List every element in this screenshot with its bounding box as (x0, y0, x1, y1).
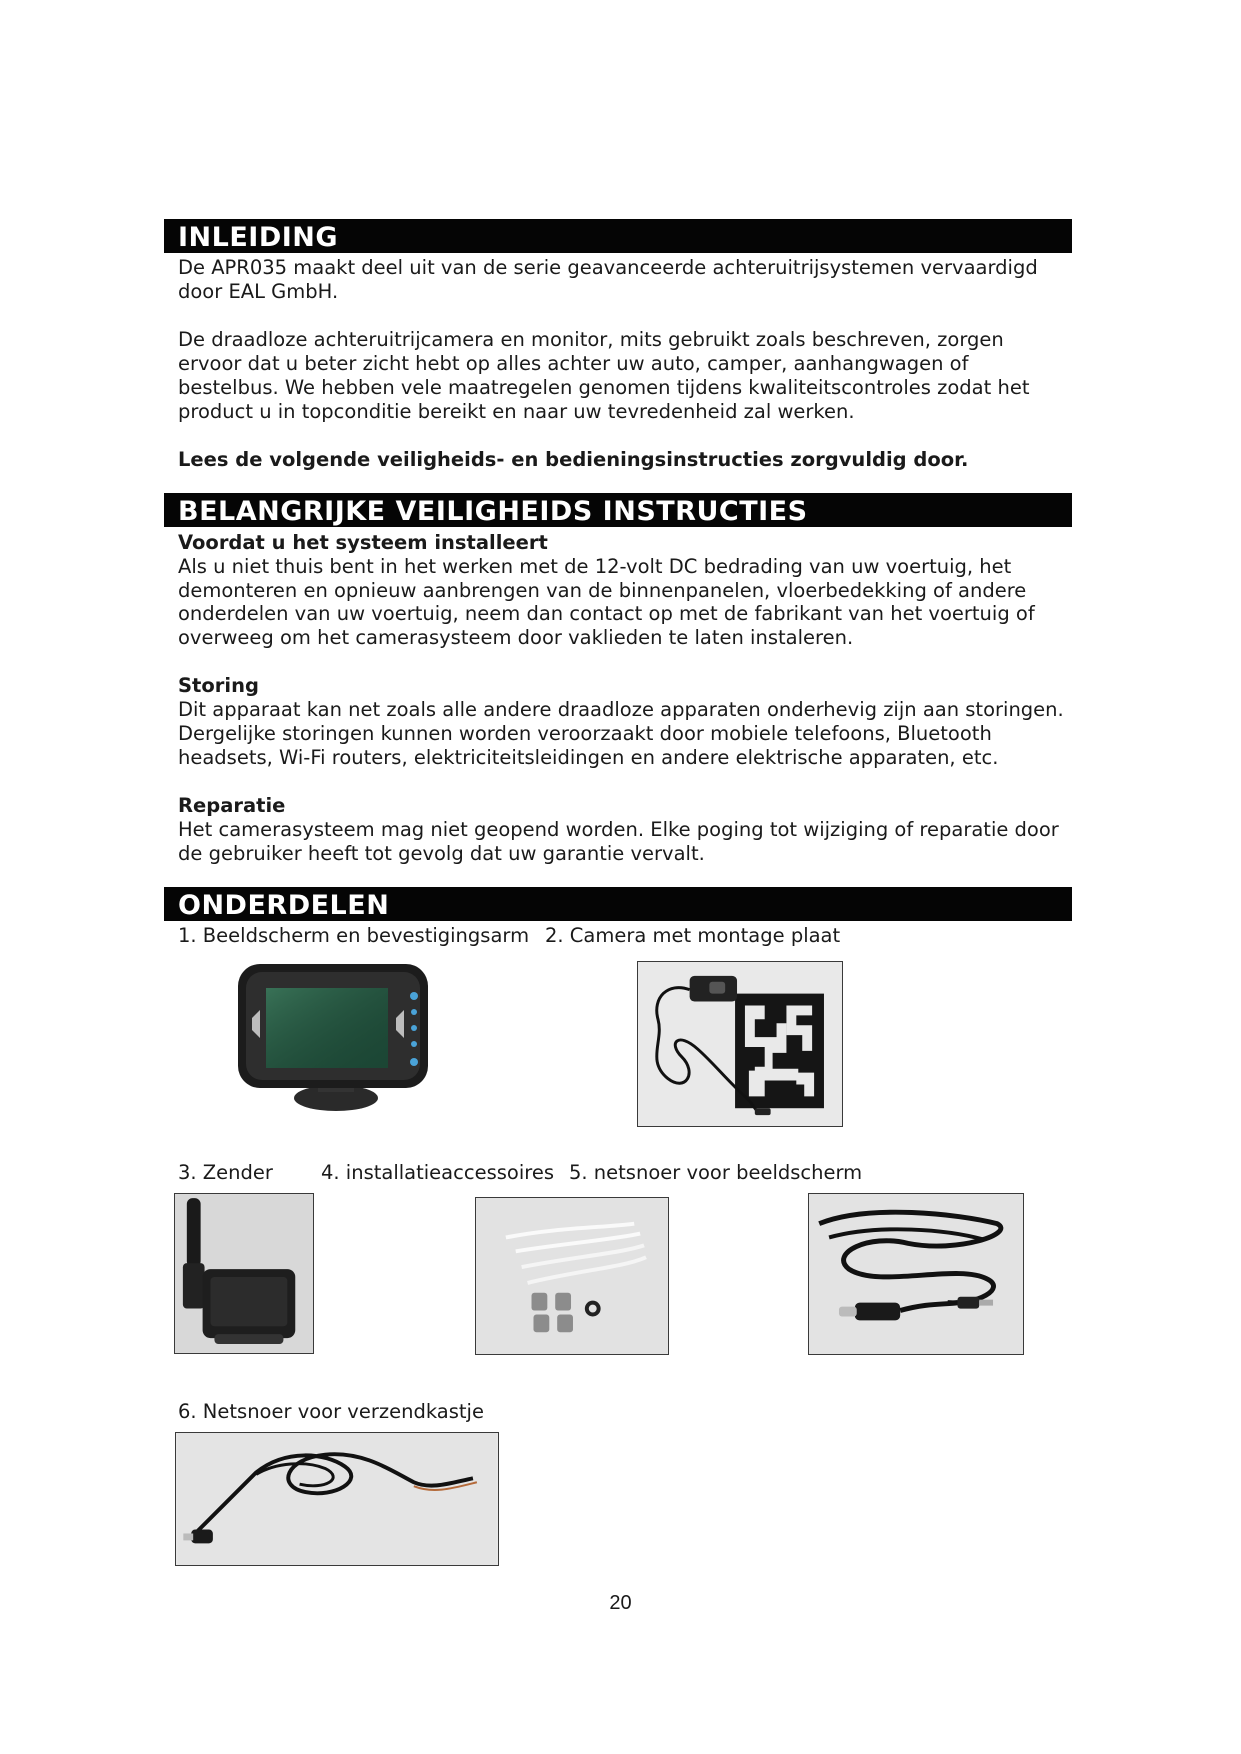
install-line4: overweeg om het camerasysteem door vaklieden te laten instaleren. (178, 626, 854, 649)
part-label-4: 4. installatieaccessoires (321, 1161, 554, 1184)
storing-line1: Dit apparaat kan net zoals alle andere draadloze apparaten onderhevig zijn aan storingen. (178, 698, 1064, 721)
reparatie-line1: Het camerasysteem mag niet geopend worden. Elke poging tot wijziging of reparatie door (178, 818, 1059, 841)
install-line1: Als u niet thuis bent in het werken met de 12-volt DC bedrading van uw voertuig, het (178, 555, 1012, 578)
transmitter-photo (174, 1193, 314, 1354)
part-label-3: 3. Zender (178, 1161, 273, 1184)
accessories-photo (475, 1197, 669, 1355)
part-label-1: 1. Beeldscherm en bevestigingsarm (178, 924, 530, 947)
camera-photo (637, 961, 843, 1127)
install-heading: Voordat u het systeem installeert (178, 531, 548, 554)
part-label-5: 5. netsnoer voor beeldscherm (569, 1161, 863, 1184)
inleiding-p1-line2: door EAL GmbH. (178, 280, 339, 303)
inleiding-p2-line1: De draadloze achteruitrijcamera en monitor, mits gebruikt zoals beschreven, zorgen (178, 328, 1004, 351)
monitor-power-cord-photo (808, 1193, 1024, 1355)
storing-line2: Dergelijke storingen kunnen worden veroorzaakt door mobiele telefoons, Bluetooth (178, 722, 992, 745)
inleiding-p2-line2: ervoor dat u beter zicht hebt op alles achter uw auto, camper, aanhangwagen of (178, 352, 969, 375)
page-number: 20 (609, 1592, 632, 1614)
inleiding-p1-line1: De APR035 maakt deel uit van de serie geavanceerde achteruitrijsystemen vervaardigd (178, 256, 1038, 279)
storing-line3: headsets, Wi-Fi routers, elektriciteitsleidingen en andere elektrische apparaten, etc. (178, 746, 999, 769)
section-title-onderdelen: ONDERDELEN (164, 887, 1072, 921)
inleiding-p2-line4: product u in topconditie bereikt en naar uw tevredenheid zal werken. (178, 400, 855, 423)
transmitter-power-cord-photo (175, 1432, 499, 1566)
install-line3: onderdelen van uw voertuig, neem dan contact op met de fabrikant van het voertuig of (178, 602, 1035, 625)
section-title-veiligheid: BELANGRIJKE VEILIGHEIDS INSTRUCTIES (164, 493, 1072, 527)
part-label-6: 6. Netsnoer voor verzendkastje (178, 1400, 484, 1423)
reparatie-heading: Reparatie (178, 794, 286, 817)
monitor-photo (236, 958, 432, 1116)
inleiding-bold-note: Lees de volgende veiligheids- en bedieningsinstructies zorgvuldig door. (178, 448, 969, 471)
section-title-inleiding: INLEIDING (164, 219, 1072, 253)
inleiding-p2-line3: bestelbus. We hebben vele maatregelen genomen tijdens kwaliteitscontroles zodat het (178, 376, 1030, 399)
install-line2: demonteren en opnieuw aanbrengen van de binnenpanelen, vloerbedekking of andere (178, 579, 1027, 602)
reparatie-line2: de gebruiker heeft tot gevolg dat uw garantie vervalt. (178, 842, 705, 865)
storing-heading: Storing (178, 674, 259, 697)
part-label-2: 2. Camera met montage plaat (545, 924, 841, 947)
